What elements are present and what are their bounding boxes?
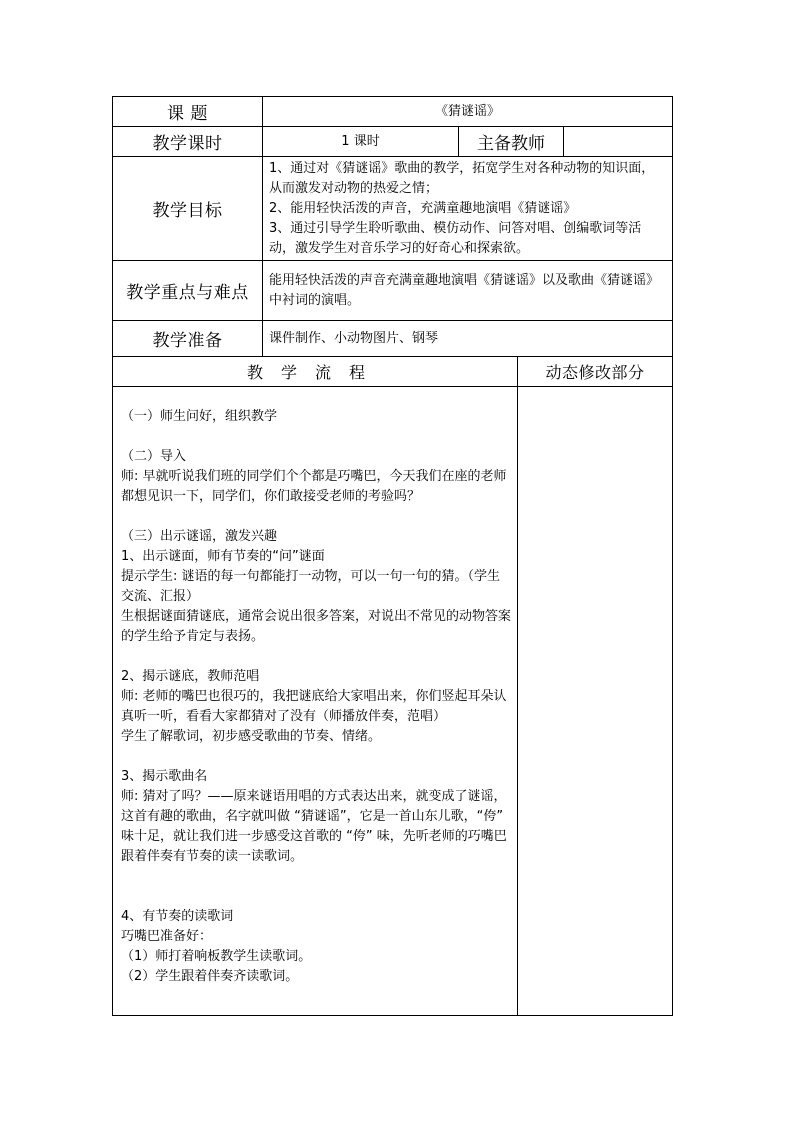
flow-section-3-item-1: 1、出示谜面，师有节奏的“问”谜面 [121, 549, 325, 564]
flow-section-3-item-3: 生根据谜面猜谜底，通常会说出很多答案，对说出不常见的动物答案的学生给予肯定与表扬。 [121, 609, 512, 644]
goal-item: 3、通过引导学生聆听歌曲、模仿动作、问答对唱、创编歌词等活动，激发学生对音乐学习的好奇心和探索欲。 [269, 221, 642, 256]
prep-row [113, 321, 672, 357]
topic-label: 课 题 [113, 97, 263, 126]
side-header: 动态修改部分 [545, 363, 645, 382]
flow-section-3-item-2: 提示学生: 谜语的每一句都能打一动物，可以一句一句的猜。（学生交流、汇报） [121, 569, 501, 604]
teaching-flow-content [113, 387, 518, 1015]
hours-value: 1 课时 [263, 127, 459, 156]
goals-label: 教学目标 [113, 157, 263, 260]
goal-item: 1、通过对《猜谜谣》歌曲的教学，拓宽学生对各种动物的知识面，从而激发对动物的热爱之情； [269, 161, 655, 196]
flow-section-6-item-2: （2）学生跟着伴奏齐读歌词。 [121, 969, 299, 984]
hours-label: 教学课时 [113, 127, 263, 156]
keypoints-value: 能用轻快活泼的声音充满童趣地演唱《猜谜谣》以及歌曲《猜谜谣》中衬词的演唱。 [269, 272, 660, 308]
goals-list [263, 157, 672, 260]
teacher-value [564, 127, 672, 156]
flow-section-6-text: 巧嘴巴准备好： [121, 929, 213, 944]
flow-section-1: （一）师生问好，组织教学 [121, 409, 278, 424]
topic-value: 《猜谜谣》 [434, 103, 500, 119]
flow-section-4-text: 师: 老师的嘴巴也很巧的，我把谜底给大家唱出来，你们竖起耳朵认真听一听，看看大家都猜对了没有（师播放伴奏，范唱） [121, 689, 507, 724]
prep-value: 课件制作、小动物图片、钢琴 [269, 330, 439, 346]
flow-section-6-title: 4、有节奏的读歌词 [121, 909, 234, 924]
topic-row [113, 97, 672, 127]
flow-section-4-text-2: 学生了解歌词，初步感受歌曲的节奏、情绪。 [121, 729, 382, 744]
flow-section-2-text: 师: 早就听说我们班的同学们个个都是巧嘴巴，今天我们在座的老师都想见识一下，同学们，你们敢接受老师的考验吗？ [121, 469, 507, 504]
flow-section-3-title: （三）出示谜谣，激发兴趣 [121, 529, 278, 544]
lesson-plan-table [112, 96, 673, 1016]
dynamic-revision-column [518, 387, 672, 1015]
keypoints-label: 教学重点与难点 [113, 261, 263, 320]
flow-header: 教学流程 [113, 357, 518, 386]
flow-section-4-title: 2、揭示谜底，教师范唱 [121, 669, 260, 684]
goal-item: 2、能用轻快活泼的声音，充满童趣地演唱《猜谜谣》 [269, 201, 577, 216]
teacher-label: 主备教师 [459, 127, 564, 156]
flow-section-2-title: （二）导入 [121, 449, 187, 464]
prep-label: 教学准备 [113, 321, 263, 356]
flow-section-5-text: 师: 猜对了吗？——原来谜语用唱的方式表达出来，就变成了谜谣，这首有趣的歌曲，名字就叫做 “猜谜谣”，它是一首山东儿歌，“侉” 味十足，就让我们进一步感受这首歌的 “侉” 味，先听老师的巧嘴巴跟着伴奏有节奏的读一读歌词。 [121, 789, 507, 864]
hours-row [113, 127, 672, 157]
flow-section-6-item-1: （1）师打着响板教学生读歌词。 [121, 949, 312, 964]
goals-row [113, 157, 672, 261]
flow-body-row [113, 387, 672, 1015]
flow-section-5-title: 3、揭示歌曲名 [121, 769, 208, 784]
keypoints-row [113, 261, 672, 321]
flow-header-row [113, 357, 672, 387]
